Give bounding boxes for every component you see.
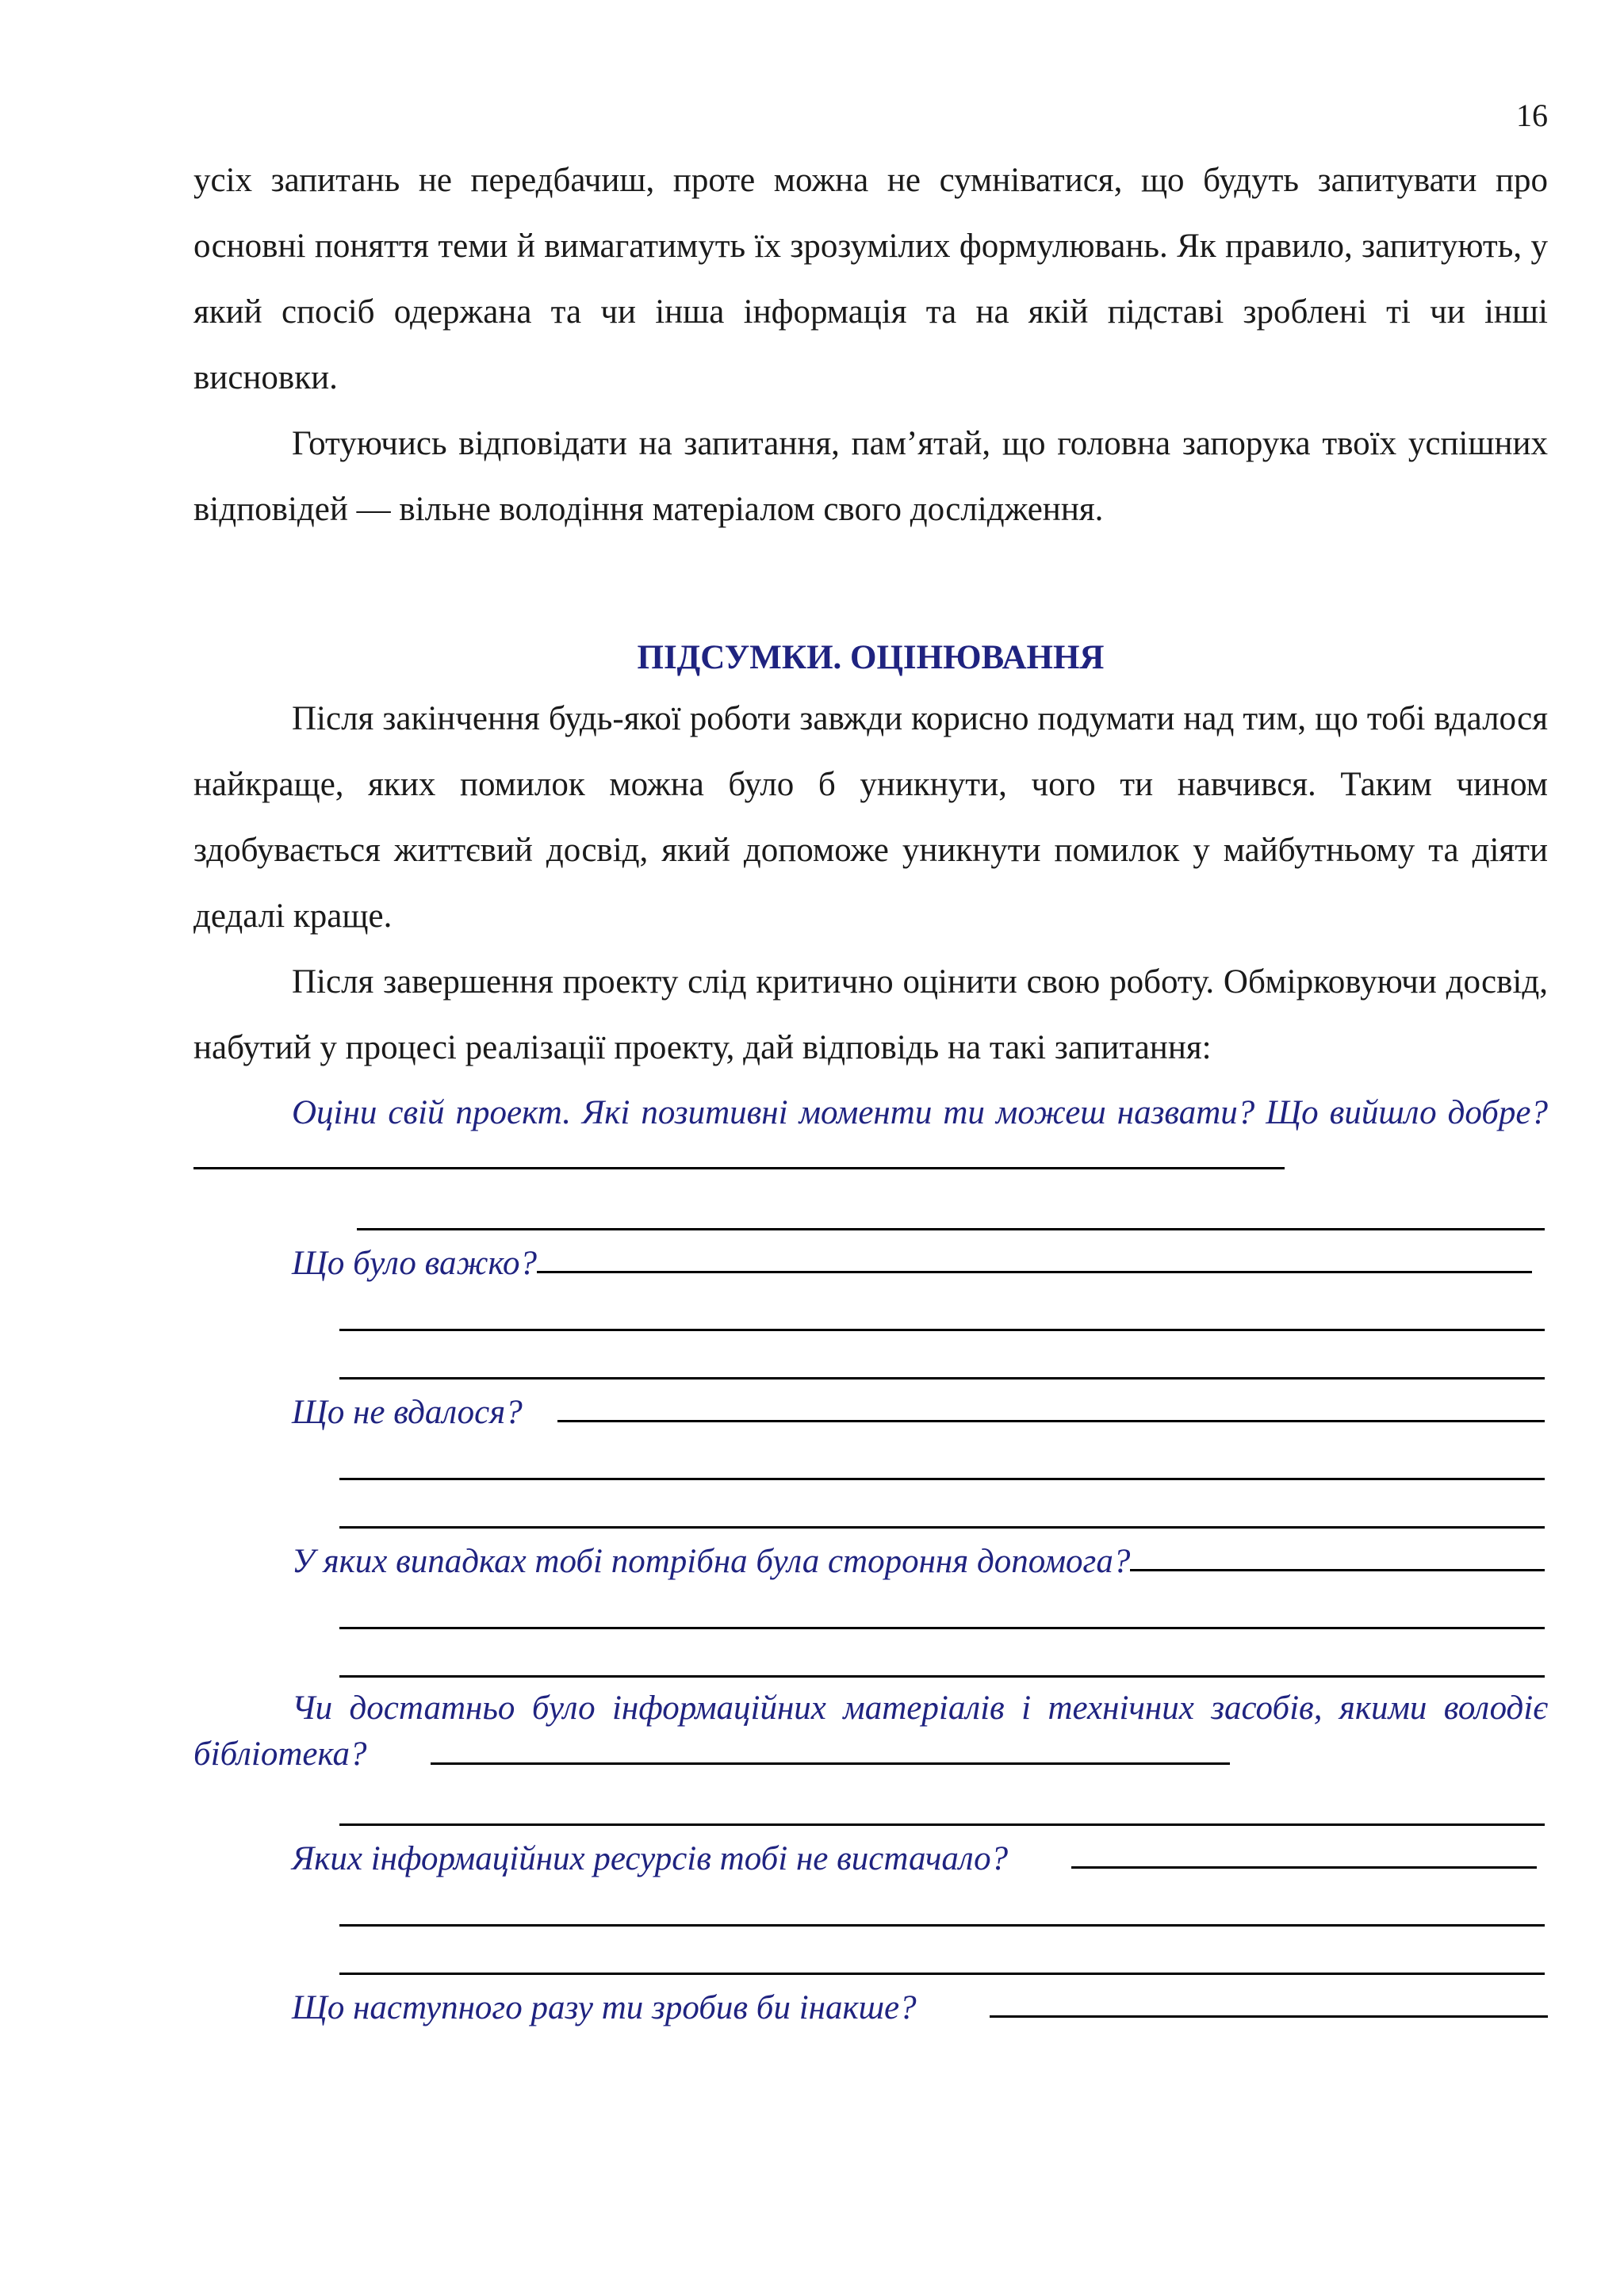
question-5	[193, 1686, 1548, 1777]
question-4-text: У яких випадках тобі потрібна була стороння допомога?	[292, 1543, 1131, 1580]
answer-line-5-inline[interactable]	[431, 1732, 1230, 1765]
question-6	[193, 1826, 1537, 1878]
answer-line[interactable]	[537, 1271, 1532, 1273]
section-paragraph-1: Після закінчення будь-якої роботи завжди корисно подумати над тим, що тобі вдалося найкраще, яких помилок можна було б уникнути, чого ти навчився. Таким чином здобувається життєвий досвід, який допоможе уникнути помилок у майбутньому та діяти дедалі краще.	[193, 700, 1548, 935]
answer-line[interactable]	[990, 2015, 1548, 2018]
answer-line-1-inline[interactable]	[193, 1137, 1285, 1169]
answer-line[interactable]	[1071, 1866, 1537, 1869]
question-2-text: Що було важко?	[292, 1245, 537, 1282]
page-number: 16	[1516, 98, 1548, 133]
question-4	[193, 1529, 1545, 1581]
section-heading: ПІДСУМКИ. ОЦІНЮВАННЯ	[637, 639, 1105, 676]
answer-line[interactable]	[339, 1675, 1545, 1678]
intro-paragraph-2: Готуючись відповідати на запитання, пам’ятай, що головна запорука твоїх успішних відповідей — вільне володіння матеріалом свого дослідження.	[193, 425, 1548, 528]
question-3	[193, 1380, 1545, 1432]
question-1-text: Оціни свій проект. Які позитивні моменти ти можеш назвати? Що вийшло добре?	[292, 1094, 1548, 1131]
intro-paragraph-1: усіх запитань не передбачиш, проте можна не сумніватися, що будуть запитувати про основні поняття теми й вимагатимуть їх зрозумілих формулювань. Як правило, запитують, у який спосіб одержана та чи інша інформація та на якій підставі зроблені ті чи інші висновки.	[193, 162, 1548, 396]
question-3-text: Що не вдалося?	[292, 1394, 523, 1431]
answer-line[interactable]	[557, 1420, 1545, 1422]
question-7	[193, 1975, 1548, 2027]
section-paragraph-2: Після завершення проекту слід критично оцінити свою роботу. Обмірковуючи досвід, набутий у процесі реалізації проекту, дай відповідь на такі запитання:	[193, 963, 1548, 1066]
question-1	[193, 1090, 1548, 1182]
question-5-text: Чи достатньо було інформаційних матеріалів і технічних засобів, якими володіє бібліотека?	[193, 1689, 1548, 1773]
answer-line[interactable]	[1130, 1569, 1545, 1571]
question-2	[193, 1230, 1532, 1283]
question-6-text: Яких інформаційних ресурсів тобі не вистачало?	[292, 1840, 1009, 1877]
question-7-text: Що наступного разу ти зробив би інакше?	[292, 1989, 917, 2026]
page-content	[193, 147, 1548, 2027]
